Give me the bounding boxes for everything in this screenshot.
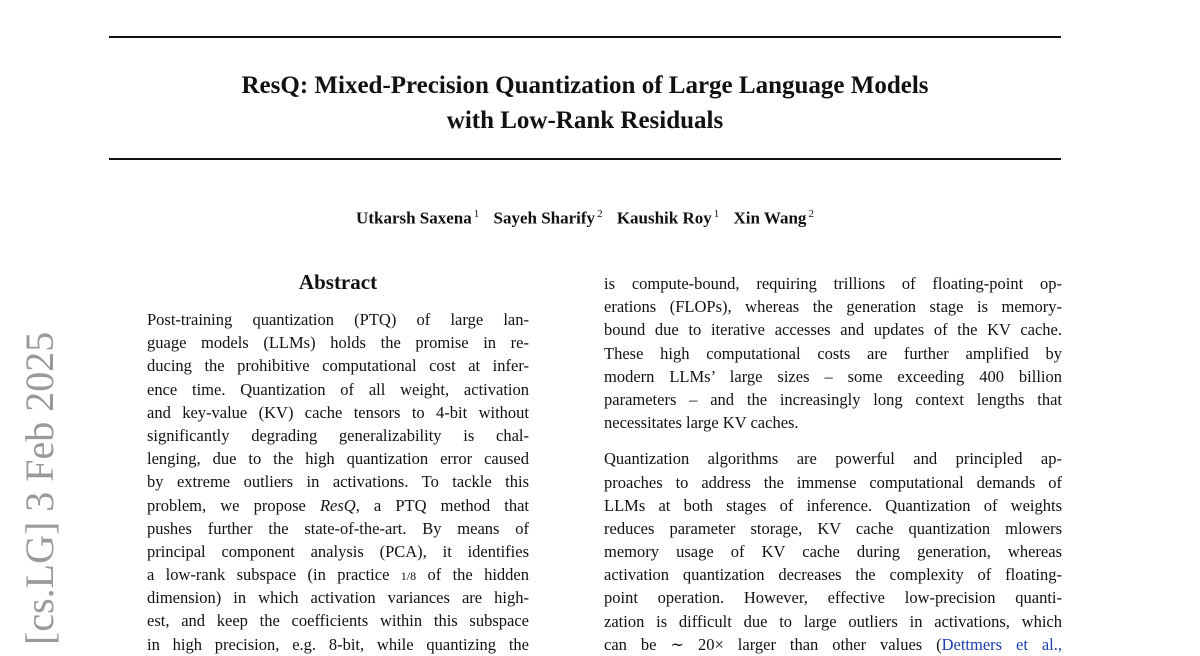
body-line: modern LLMs’ large sizes – some exceeding 400 billion (604, 366, 1062, 386)
intro-paragraph-1 (604, 272, 1062, 434)
abstract-body (147, 308, 529, 656)
body-line: point operation. However, effective low-precision quanti- (604, 588, 1062, 608)
method-name: ResQ (319, 495, 356, 515)
abstract-line: est, and keep the coefficients within this subspace (147, 611, 529, 631)
body-line: activation quantization decreases the complexity of floating- (604, 565, 1062, 585)
body-line: parameters – and the increasingly long context lengths that (604, 389, 1062, 409)
author: Utkarsh Saxena $^1$ (356, 208, 480, 228)
abstract-line: principal component analysis (PCA), it identifies (147, 541, 529, 561)
abstract-line: in high precision, e.g. 8-bit, while quantizing the (147, 634, 529, 654)
body-line: erations (FLOPs), whereas the generation stage is memory- (604, 297, 1062, 317)
abstract-line: pushes further the state-of-the-art. By means of (147, 518, 529, 538)
author: Xin Wang $^2$ (733, 208, 814, 228)
citation-link[interactable]: Dettmers et al., (941, 634, 1062, 654)
body-line: reduces parameter storage, KV cache quantization mlowers (604, 518, 1062, 538)
body-line: These high computational costs are further amplified by (604, 343, 1062, 363)
intro-body (604, 272, 1062, 656)
body-line: bound due to iterative accesses and updates of the KV cache. (604, 320, 1062, 340)
author: Sayeh Sharify $^2$ (493, 208, 603, 228)
author: Kaushik Roy $^1$ (616, 208, 720, 228)
abstract-line: and key-value (KV) cache tensors to 4-bit without (147, 402, 529, 422)
fraction: 1/8 (400, 569, 417, 584)
abstract-line: lenging, due to the high quantization error caused (147, 449, 529, 469)
body-line: Quantization algorithms are powerful and principled ap- (604, 449, 1062, 469)
body-line: can be ∼ 20× larger than other values (Dettmers et al., (604, 634, 1062, 654)
body-line: necessitates large KV caches. (604, 413, 799, 433)
abstract-line: dimension) in which activation variances are high- (147, 588, 529, 608)
abstract-line: ducing the prohibitive computational cost at infer- (147, 356, 529, 376)
title-bottom-rule (109, 158, 1061, 160)
title-line-1: ResQ: Mixed-Precision Quantization of Large Language Models (241, 72, 929, 99)
abstract-line: ence time. Quantization of all weight, activation (147, 379, 529, 399)
body-line: memory usage of KV cache during generation, whereas (604, 542, 1062, 562)
abstract-line: problem, we propose ResQ, a PTQ method that (147, 495, 529, 515)
abstract-heading: Abstract (298, 270, 378, 294)
intro-paragraph-2 (604, 447, 1062, 656)
title-top-rule (109, 36, 1061, 38)
body-line: zation is difficult due to large outliers in activations, which (604, 611, 1062, 631)
paper-title (109, 68, 1061, 138)
abstract-line: significantly degrading generalizability is chal- (147, 425, 529, 445)
title-line-2: with Low-Rank Residuals (446, 107, 724, 134)
body-line: proaches to address the immense computational demands of (604, 472, 1062, 492)
abstract-line: by extreme outliers in activations. To tackle this (147, 472, 529, 492)
arxiv-sidebar-stamp (16, 310, 80, 648)
body-line: LLMs at both stages of inference. Quantization of weights (604, 495, 1062, 515)
author-list (109, 203, 1061, 230)
abstract-line: Post-training quantization (PTQ) of large lan- (147, 310, 529, 329)
abstract-line: guage models (LLMs) holds the promise in re- (147, 333, 529, 353)
abstract-line: a low-rank subspace (in practice 1/8 of the hidden (147, 565, 529, 585)
arxiv-stamp-text: [cs.LG] 3 Feb 2025 (17, 331, 62, 645)
body-line: is compute-bound, requiring trillions of floating-point op- (604, 274, 1062, 293)
